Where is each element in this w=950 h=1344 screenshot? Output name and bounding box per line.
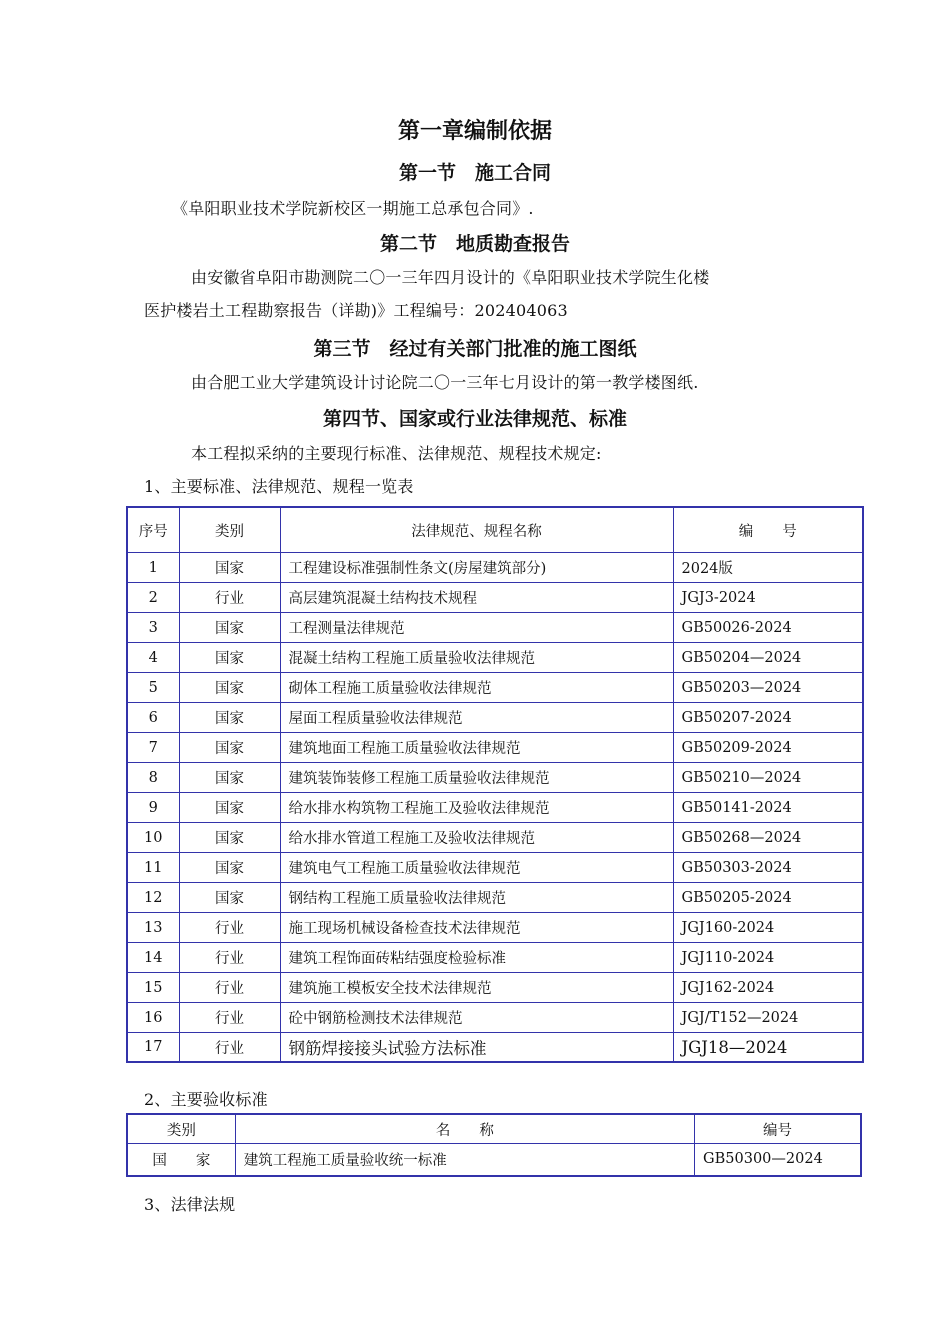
chapter-title: 第一章编制依据 <box>397 119 552 144</box>
cell-index: 16 <box>127 1003 179 1033</box>
table-row <box>127 1144 861 1176</box>
header-category: 类别 <box>127 1114 235 1144</box>
cell-index: 7 <box>127 733 179 763</box>
cell-index: 17 <box>127 1033 179 1063</box>
table-row <box>127 703 863 733</box>
cell-name: 给水排水管道工程施工及验收法律规范 <box>280 823 673 853</box>
cell-index: 14 <box>127 943 179 973</box>
acceptance-table <box>126 1113 862 1177</box>
cell-name: 建筑施工模板安全技术法律规范 <box>280 973 673 1003</box>
cell-category: 国家 <box>179 643 280 673</box>
section-2-title: 第二节 地质勘查报告 <box>379 233 570 255</box>
table-row <box>127 553 863 583</box>
cell-name: 工程测量法律规范 <box>280 613 673 643</box>
cell-name: 砌体工程施工质量验收法律规范 <box>280 673 673 703</box>
standards-table <box>126 506 864 1063</box>
cell-index: 9 <box>127 793 179 823</box>
cell-code: GB50210—2024 <box>673 763 863 793</box>
section-2-text-line2: 医护楼岩土工程勘察报告（详勘)》工程编号：202404063 <box>144 301 568 320</box>
cell-category: 行业 <box>179 1003 280 1033</box>
cell-code: 2024版 <box>673 553 863 583</box>
table-row <box>127 943 863 973</box>
cell-category: 国家 <box>179 823 280 853</box>
cell-category: 国家 <box>179 703 280 733</box>
cell-code: GB50209-2024 <box>673 733 863 763</box>
cell-code: JGJ160-2024 <box>673 913 863 943</box>
cell-category: 国家 <box>179 733 280 763</box>
cell-category: 国家 <box>179 553 280 583</box>
header-name: 法律规范、规程名称 <box>280 507 673 553</box>
cell-code: GB50303-2024 <box>673 853 863 883</box>
table-row <box>127 613 863 643</box>
cell-category: 国家 <box>179 853 280 883</box>
table1-caption: 1、主要标准、法律规范、规程一览表 <box>144 477 414 496</box>
table-row <box>127 973 863 1003</box>
cell-index: 15 <box>127 973 179 1003</box>
cell-code: GB50205-2024 <box>673 883 863 913</box>
section-4-text: 本工程拟采纳的主要现行标准、法律规范、规程技术规定: <box>191 444 602 463</box>
cell-category: 行业 <box>179 973 280 1003</box>
header-code: 编号 <box>695 1114 861 1144</box>
cell-index: 11 <box>127 853 179 883</box>
cell-category: 国家 <box>179 793 280 823</box>
section-1-text: 《阜阳职业技术学院新校区一期施工总承包合同》. <box>172 199 534 218</box>
cell-category: 行业 <box>179 943 280 973</box>
cell-index: 3 <box>127 613 179 643</box>
cell-code: GB50141-2024 <box>673 793 863 823</box>
table-header-row <box>127 1114 861 1144</box>
cell-name: 钢筋焊接接头试验方法标准 <box>280 1033 673 1063</box>
cell-index: 12 <box>127 883 179 913</box>
cell-code: JGJ18—2024 <box>673 1033 863 1063</box>
table-row <box>127 733 863 763</box>
cell-name: 高层建筑混凝土结构技术规程 <box>280 583 673 613</box>
cell-code: JGJ/T152—2024 <box>673 1003 863 1033</box>
cell-index: 2 <box>127 583 179 613</box>
table-row <box>127 883 863 913</box>
cell-category: 行业 <box>179 913 280 943</box>
table-row <box>127 673 863 703</box>
cell-category: 国家 <box>179 673 280 703</box>
table-row <box>127 823 863 853</box>
caption-3: 3、法律法规 <box>144 1195 236 1214</box>
section-1-title: 第一节 施工合同 <box>398 162 551 184</box>
cell-code: JGJ3-2024 <box>673 583 863 613</box>
cell-category: 国家 <box>179 613 280 643</box>
cell-index: 1 <box>127 553 179 583</box>
cell-code: GB50207-2024 <box>673 703 863 733</box>
cell-name: 给水排水构筑物工程施工及验收法律规范 <box>280 793 673 823</box>
cell-category: 国 家 <box>127 1144 235 1176</box>
header-category: 类别 <box>179 507 280 553</box>
cell-code: GB50203—2024 <box>673 673 863 703</box>
table-row <box>127 1033 863 1063</box>
cell-name: 施工现场机械设备检查技术法律规范 <box>280 913 673 943</box>
cell-index: 10 <box>127 823 179 853</box>
cell-index: 4 <box>127 643 179 673</box>
table-row <box>127 583 863 613</box>
section-4-title: 第四节、国家或行业法律规范、标准 <box>322 408 627 430</box>
table-row <box>127 643 863 673</box>
cell-index: 5 <box>127 673 179 703</box>
cell-category: 行业 <box>179 1033 280 1063</box>
header-code: 编 号 <box>673 507 863 553</box>
cell-code: GB50268—2024 <box>673 823 863 853</box>
cell-name: 建筑工程饰面砖粘结强度检验标准 <box>280 943 673 973</box>
cell-name: 屋面工程质量验收法律规范 <box>280 703 673 733</box>
cell-code: JGJ162-2024 <box>673 973 863 1003</box>
header-index: 序号 <box>127 507 179 553</box>
section-2-text-line1: 由安徽省阜阳市勘测院二〇一三年四月设计的《阜阳职业技术学院生化楼 <box>191 268 710 287</box>
cell-index: 8 <box>127 763 179 793</box>
table-row <box>127 793 863 823</box>
cell-name: 建筑电气工程施工质量验收法律规范 <box>280 853 673 883</box>
cell-name: 建筑装饰装修工程施工质量验收法律规范 <box>280 763 673 793</box>
cell-code: JGJ110-2024 <box>673 943 863 973</box>
cell-name: 建筑工程施工质量验收统一标准 <box>235 1144 694 1176</box>
cell-name: 钢结构工程施工质量验收法律规范 <box>280 883 673 913</box>
table2-caption: 2、主要验收标准 <box>144 1090 268 1109</box>
section-3-text: 由合肥工业大学建筑设计讨论院二〇一三年七月设计的第一教学楼图纸. <box>191 373 699 392</box>
cell-name: 工程建设标准强制性条文(房屋建筑部分) <box>280 553 673 583</box>
cell-index: 6 <box>127 703 179 733</box>
cell-code: GB50204—2024 <box>673 643 863 673</box>
cell-index: 13 <box>127 913 179 943</box>
table-header-row <box>127 507 863 553</box>
cell-category: 国家 <box>179 883 280 913</box>
table-row <box>127 763 863 793</box>
cell-name: 建筑地面工程施工质量验收法律规范 <box>280 733 673 763</box>
table-row <box>127 913 863 943</box>
cell-code: GB50026-2024 <box>673 613 863 643</box>
cell-name: 砼中钢筋检测技术法律规范 <box>280 1003 673 1033</box>
table-row <box>127 853 863 883</box>
table-row <box>127 1003 863 1033</box>
cell-name: 混凝土结构工程施工质量验收法律规范 <box>280 643 673 673</box>
cell-category: 国家 <box>179 763 280 793</box>
cell-category: 行业 <box>179 583 280 613</box>
cell-code: GB50300—2024 <box>695 1144 861 1176</box>
section-3-title: 第三节 经过有关部门批准的施工图纸 <box>313 338 637 360</box>
header-name: 名 称 <box>235 1114 694 1144</box>
